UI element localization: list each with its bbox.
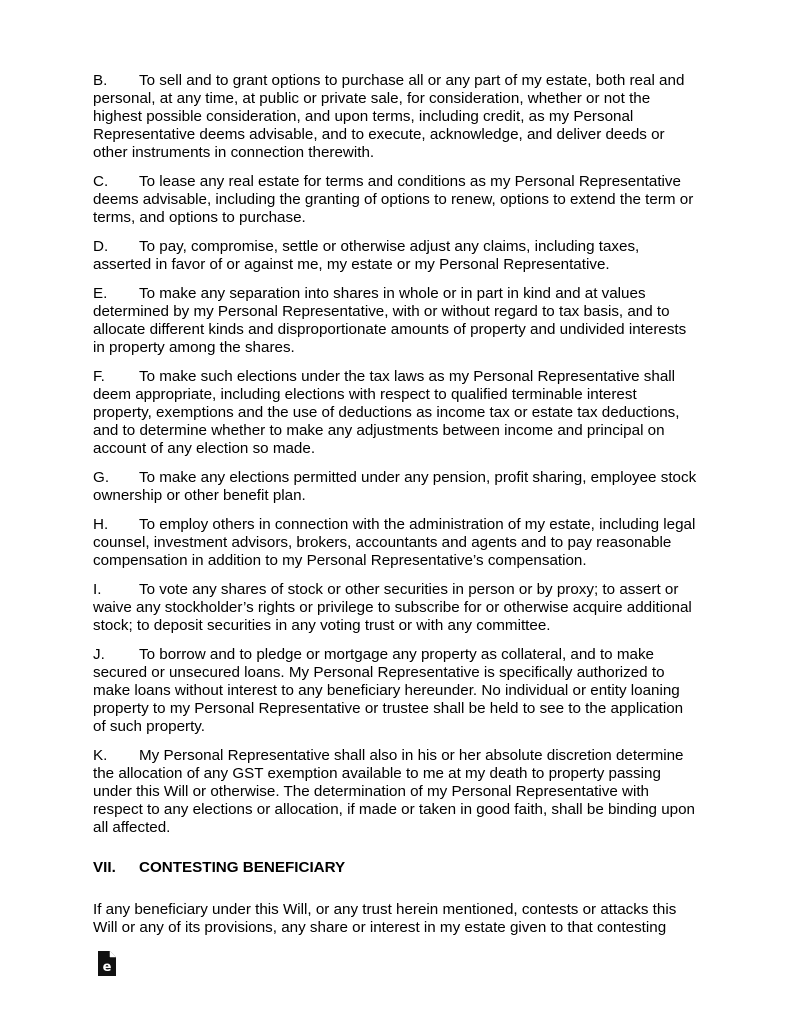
document-body — [93, 72, 699, 948]
clause-text: To employ others in connection with the administration of my estate, including legal counsel, investment advisors, brokers, accountants and agents and to pay reasonable compensation in addition to my Personal Representative’s compensation. — [93, 516, 696, 569]
clause-letter: H. — [93, 516, 109, 533]
clause-text: To sell and to grant options to purchase all or any part of my estate, both real and personal, at any time, at public or private sale, for consideration, whether or not the highest possible consideration, and upon terms, including credit, as my Personal Representative deems advisable, and to execute, acknowledge, and deliver deeds or other instruments in connection therewith. — [93, 72, 685, 161]
clause-list — [93, 72, 699, 837]
section-body: If any beneficiary under this Will, or any trust herein mentioned, contests or attacks this Will or any of its provisions, any share or interest in my estate given to that contesting — [93, 901, 677, 936]
clause-letter: D. — [93, 238, 109, 255]
clause-letter: E. — [93, 285, 108, 302]
clause-paragraph — [93, 173, 699, 227]
clause-letter: G. — [93, 469, 110, 486]
section-number: VII. — [93, 859, 116, 876]
clause-letter: I. — [93, 581, 102, 598]
clause-paragraph — [93, 581, 699, 635]
clause-letter: F. — [93, 368, 105, 385]
clause-text: To make any elections permitted under any pension, profit sharing, employee stock ownership or other benefit plan. — [93, 469, 697, 504]
clause-paragraph — [93, 516, 699, 570]
clause-paragraph — [93, 238, 699, 274]
clause-letter: C. — [93, 173, 109, 190]
clause-text: To make such elections under the tax laws as my Personal Representative shall deem appropriate, including elections with respect to qualified terminable interest property, exemptions and the use of deductions as income tax or estate tax deductions, and to determine whether to make any adjustments between income and principal on account of any election so made. — [93, 368, 680, 457]
clause-paragraph — [93, 469, 699, 505]
logo-letter: e — [102, 960, 112, 975]
clause-text: My Personal Representative shall also in his or her absolute discretion determine the allocation of any GST exemption available to me at my death to property passing under this Will or otherwise. The determination of my Personal Representative with respect to any elections or allocation, if made or taken in good faith, shall be binding upon all affected. — [93, 747, 695, 836]
clause-paragraph — [93, 285, 699, 357]
clause-letter: B. — [93, 72, 108, 89]
clause-text: To vote any shares of stock or other securities in person or by proxy; to assert or waive any stockholder’s rights or privilege to subscribe for or otherwise acquire additional stock; to deposit securities in any voting trust or with any committee. — [93, 581, 692, 634]
eforms-logo-icon — [97, 950, 117, 977]
clause-text: To borrow and to pledge or mortgage any property as collateral, and to make secured or unsecured loans. My Personal Representative is specifically authorized to make loans without interest to any beneficiary hereunder. No individual or entity loaning property to my Personal Representative or trustee shall be held to see to the application of such property. — [93, 646, 684, 735]
clause-text: To pay, compromise, settle or otherwise adjust any claims, including taxes, asserted in favor of or against me, my estate or my Personal Representative. — [93, 238, 640, 273]
clause-letter: J. — [93, 646, 105, 663]
clause-text: To make any separation into shares in whole or in part in kind and at values determined by my Personal Representative, with or without regard to tax basis, and to allocate different kinds and disproportionate amounts of property and undivided interests in property among the shares. — [93, 285, 687, 356]
section-heading — [93, 859, 699, 877]
clause-paragraph — [93, 646, 699, 736]
section-title: CONTESTING BENEFICIARY — [139, 859, 346, 876]
clause-paragraph — [93, 72, 699, 162]
clause-text: To lease any real estate for terms and conditions as my Personal Representative deems advisable, including the granting of options to renew, options to extend the term or terms, and options to purchase. — [93, 173, 694, 226]
clause-paragraph — [93, 368, 699, 458]
clause-paragraph — [93, 747, 699, 837]
clause-letter: K. — [93, 747, 108, 764]
